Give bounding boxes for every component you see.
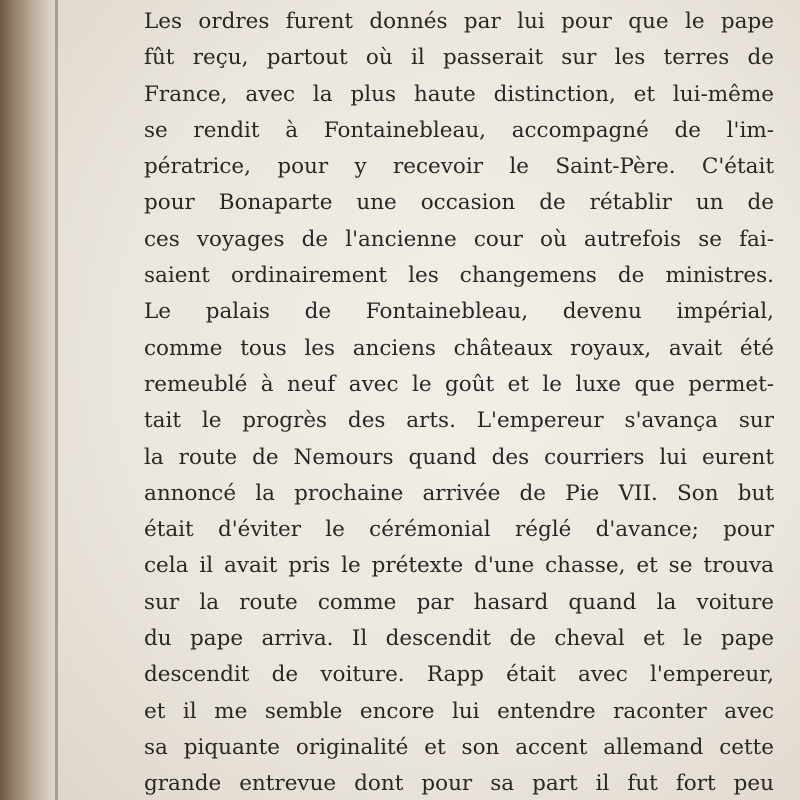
text-line: descendit de voiture. Rapp était avec l'empereur,: [144, 662, 774, 688]
book-gutter-edge: [0, 0, 58, 800]
text-line: Les ordres furent donnés par lui pour que le pape: [144, 9, 774, 34]
text-line: était d'éviter le cérémonial réglé d'avance; pour: [144, 517, 774, 543]
text-line: du pape arriva. Il descendit de cheval et le pape: [144, 626, 774, 652]
text-line: sur la route comme par hasard quand la voiture: [144, 589, 774, 615]
text-line: tait le progrès des arts. L'empereur s'avança sur: [144, 408, 774, 434]
text-line: sa piquante originalité et son accent allemand cette: [144, 734, 774, 760]
text-line: ces voyages de l'ancienne cour où autrefois se fai-: [144, 226, 774, 252]
text-line: annoncé la prochaine arrivée de Pie VII. Son but: [144, 480, 774, 506]
text-line: la route de Nemours quand des courriers lui eurent: [144, 444, 774, 470]
text-line: France, avec la plus haute distinction, et lui-même: [144, 81, 774, 107]
text-line: Le palais de Fontainebleau, devenu impérial,: [144, 299, 774, 325]
text-line: saient ordinairement les changemens de ministres.: [144, 263, 774, 289]
text-line: grande entrevue dont pour sa part il fut fort peu: [144, 771, 774, 797]
text-line: cela il avait pris le prétexte d'une chasse, et se trouva: [144, 553, 774, 579]
text-line: pératrice, pour y recevoir le Saint-Père. C'était: [144, 154, 774, 180]
text-line: fût reçu, partout où il passerait sur les terres de: [144, 45, 774, 71]
text-line: se rendit à Fontainebleau, accompagné de l'im-: [144, 117, 774, 143]
text-line: remeublé à neuf avec le goût et le luxe que permet-: [144, 371, 774, 397]
page-text: [144, 4, 774, 800]
text-line: et il me semble encore lui entendre raconter avec: [144, 698, 774, 724]
text-line: comme tous les anciens châteaux royaux, avait été: [144, 335, 774, 361]
book-page: [58, 0, 800, 800]
text-line: pour Bonaparte une occasion de rétablir un de: [144, 190, 774, 216]
